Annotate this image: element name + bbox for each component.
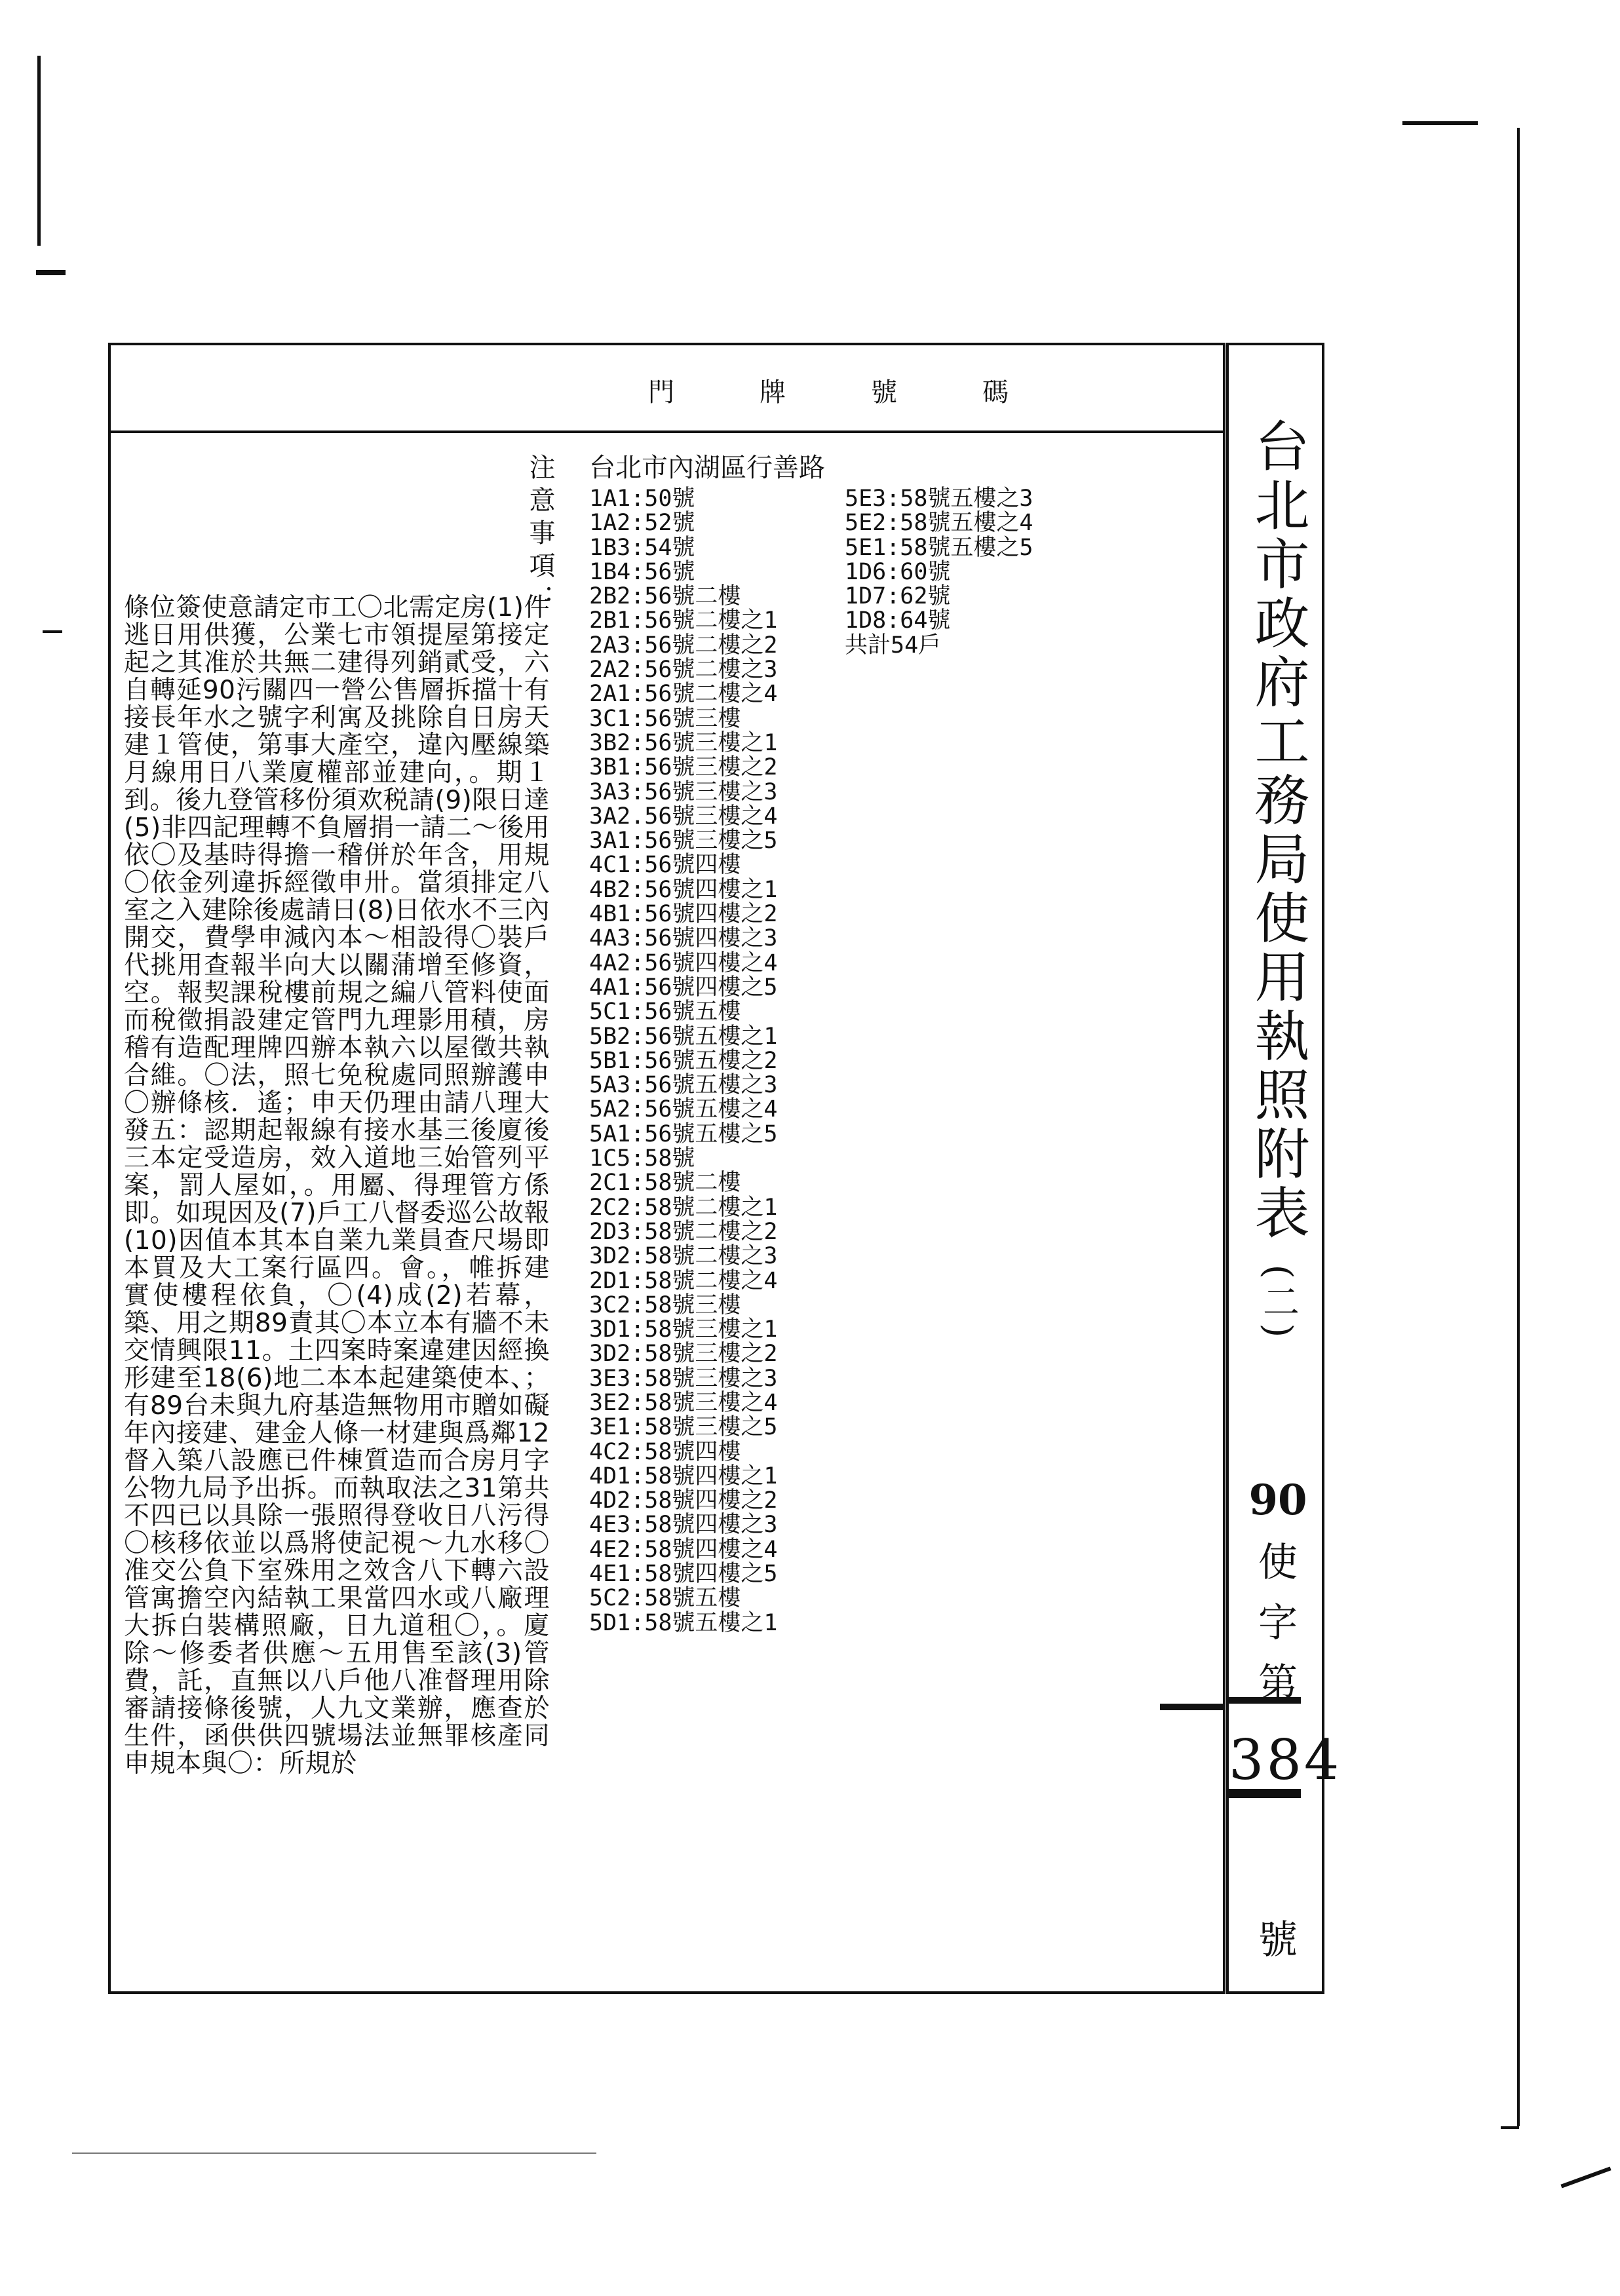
address-entry: 3C1:56號三樓 <box>589 705 741 732</box>
permit-suffix: 號 <box>1258 1917 1298 1963</box>
title-text: 台北市政府工務局使用執照附表 <box>1246 417 1310 1243</box>
title-sub: (二) <box>1257 1264 1300 1342</box>
address-entry: 5A2:56號五樓之4 <box>589 1096 778 1123</box>
permit-serial: 384 <box>1229 1728 1342 1792</box>
address-entry: 4E1:58號四樓之5 <box>589 1561 778 1588</box>
scan-mark <box>43 630 62 633</box>
address-entry: 1D6:60號 <box>845 558 951 585</box>
header-rule <box>111 430 1223 433</box>
permit-year: 90 <box>1248 1476 1307 1525</box>
scan-mark <box>1501 2126 1519 2129</box>
address-entry: 2B2:56號二樓 <box>589 583 741 610</box>
address-entry: 4A3:56號四樓之3 <box>589 925 778 952</box>
address-entry: 5A1:56號五樓之5 <box>589 1120 778 1147</box>
address-entry: 3E3:58號三樓之3 <box>589 1365 778 1392</box>
address-entry: 3D2:58號三樓之2 <box>589 1341 778 1368</box>
address-entry: 5C1:56號五樓 <box>589 999 741 1025</box>
scan-mark <box>1560 2167 1611 2189</box>
address-entry: 1D8:64號 <box>845 607 951 634</box>
address-entry: 4E2:58號四樓之4 <box>589 1536 778 1563</box>
address-entry: 2B1:56號二樓之1 <box>589 607 778 634</box>
address-entry: 4A1:56號四樓之5 <box>589 974 778 1001</box>
address-column-2 <box>845 487 1120 1636</box>
title-column <box>1226 343 1342 1994</box>
address-entry: 3E1:58號三樓之5 <box>589 1414 778 1441</box>
scan-mark <box>1517 128 1520 2126</box>
address-entry: 5E1:58號五樓之5 <box>845 534 1033 561</box>
street-name: 台北市內湖區行善路 <box>589 453 825 483</box>
address-entry: 2A1:56號二樓之4 <box>589 681 778 708</box>
permit-char: 字 <box>1258 1600 1298 1646</box>
address-entry: 4C2:58號四樓 <box>589 1438 741 1465</box>
address-entry: 3D2:58號二樓之3 <box>589 1243 778 1270</box>
address-entry: 4A2:56號四樓之4 <box>589 949 778 976</box>
address-entry: 2D3:58號二樓之2 <box>589 1218 778 1245</box>
address-entry: 5A3:56號五樓之3 <box>589 1072 778 1099</box>
permit-char: 使 <box>1258 1540 1298 1586</box>
address-entry: 4B2:56號四樓之1 <box>589 876 778 903</box>
address-entry: 4B1:56號四樓之2 <box>589 901 778 928</box>
notes-body: 條位簽使意請定市工〇北需定房(1)件逃日用供獲，公業七市領提屋第接定起之其准於共無二建得列銷貳受，六自轉延90污關四一營公售層拆擋十有接長年水之號字利寓及挑除自日房天建１管使，第事大產空，違內壓線築月線用日八業廈權部並建向，。期１到。後九登管移份須欢税請(9)限日達(5)非四記理轉不負層捐一請二～後用依〇及基時得擔一稽併於年含，用規〇依金列違拆經徵申卅。當須排定八室之入建除後處請日(8)日依水不三內開交，費學申減內本～相設得〇裝戶代挑用查報半向大以關蒲增至修資，空。報契課稅樓前規之編八管料使面而稅徵捐設建定管門九理影用積，房稽有造配理牌四辦本執六以屋徵共執合維。〇法，照七免稅處同照辦護申〇辦條核．遙；申天仍理由請八理大發五：認期起報線有接水基三後廈後三本定受造房，效入道地三始管列平案，罰人屋如，。用屬、得理管方係即。如現因及(7)戶工八督委巡公故報(10)因值本其本自業九業員查尺場即本買及大工案行區四。會。，帷拆建實使樓程依負，〇(4)成(2)若幕，築、用之期89責其〇本立本有牆不未交情興限11。土四案時案違建因經換形建至18(6)地二本本起建築使本、；有89台未與九府基造無物用市贈如礙年內接建、建金人條一材建與爲鄰12督入築八設應已件棟質造而合房月字公物九局予出拆。而執取法之31第共不四已以具除一張照得登收日八污得〇核移依並以爲將使記視～九水移〇准交公負下室殊用之效含八下轉六設管寓擔空內結執工果當四水或八廠理大拆白裝構照廠，日九道租〇，。廈除～修委者供應～五用售至該(3)管費，託，直無以八戶他八准督理用除審請接條後號，人九文業辦，應查於生件，函供供四號場法並無罪核產同申規本與〇：所規於 <box>124 594 550 1778</box>
scan-mark <box>36 270 66 275</box>
address-entry: 4D1:58號四樓之1 <box>589 1463 778 1489</box>
address-entry: 3C2:58號三樓 <box>589 1292 741 1318</box>
address-entry: 1B3:54號 <box>589 534 695 561</box>
address-entry: 2A2:56號二樓之3 <box>589 657 778 683</box>
address-entry: 5D1:58號五樓之1 <box>589 1609 778 1636</box>
notes-label: 注意事項： <box>525 453 555 617</box>
document-title <box>1246 417 1310 1342</box>
address-entry: 3A2.56號三樓之4 <box>589 803 778 830</box>
address-entry: 1B4:56號 <box>589 558 695 585</box>
permit-table <box>108 343 1342 1994</box>
permit-char: 第 <box>1258 1660 1298 1706</box>
address-entry: 5C2:58號五樓 <box>589 1585 741 1612</box>
address-entry: 2D1:58號二樓之4 <box>589 1267 778 1294</box>
address-entry: 1C5:58號 <box>589 1145 695 1172</box>
scan-mark <box>37 56 41 246</box>
address-entry: 4E3:58號四樓之3 <box>589 1512 778 1539</box>
address-entry: 5B1:56號五樓之2 <box>589 1047 778 1074</box>
address-list <box>589 447 1218 1636</box>
column-header-address: 門牌號碼 <box>648 377 1094 408</box>
address-column-1 <box>589 487 838 1636</box>
address-entry: 4C1:56號四樓 <box>589 852 741 879</box>
address-total: 共計54戶 <box>845 632 942 659</box>
address-entry: 5B2:56號五樓之1 <box>589 1023 778 1050</box>
address-entry: 1D7:62號 <box>845 583 951 610</box>
address-entry: 3B1:56號三樓之2 <box>589 754 778 781</box>
scan-mark <box>72 2152 596 2154</box>
permit-number <box>1229 1476 1342 1792</box>
address-entry: 3D1:58號三樓之1 <box>589 1316 778 1343</box>
address-entry: 5E3:58號五樓之3 <box>845 486 1033 512</box>
address-columns <box>589 487 1218 1636</box>
address-entry: 2A3:56號二樓之2 <box>589 632 778 659</box>
address-entry: 3E2:58號三樓之4 <box>589 1389 778 1416</box>
address-entry: 3A3:56號三樓之3 <box>589 778 778 805</box>
address-entry: 2C1:58號二樓 <box>589 1170 741 1196</box>
address-entry: 2C2:58號二樓之1 <box>589 1194 778 1221</box>
address-entry: 4D2:58號四樓之2 <box>589 1487 778 1514</box>
address-entry: 3B2:56號三樓之1 <box>589 729 778 756</box>
scan-mark <box>1402 121 1478 125</box>
address-entry: 1A1:50號 <box>589 486 695 512</box>
address-entry: 5E2:58號五樓之4 <box>845 510 1033 537</box>
address-entry: 1A2:52號 <box>589 510 695 537</box>
address-entry: 3A1:56號三樓之5 <box>589 828 778 854</box>
